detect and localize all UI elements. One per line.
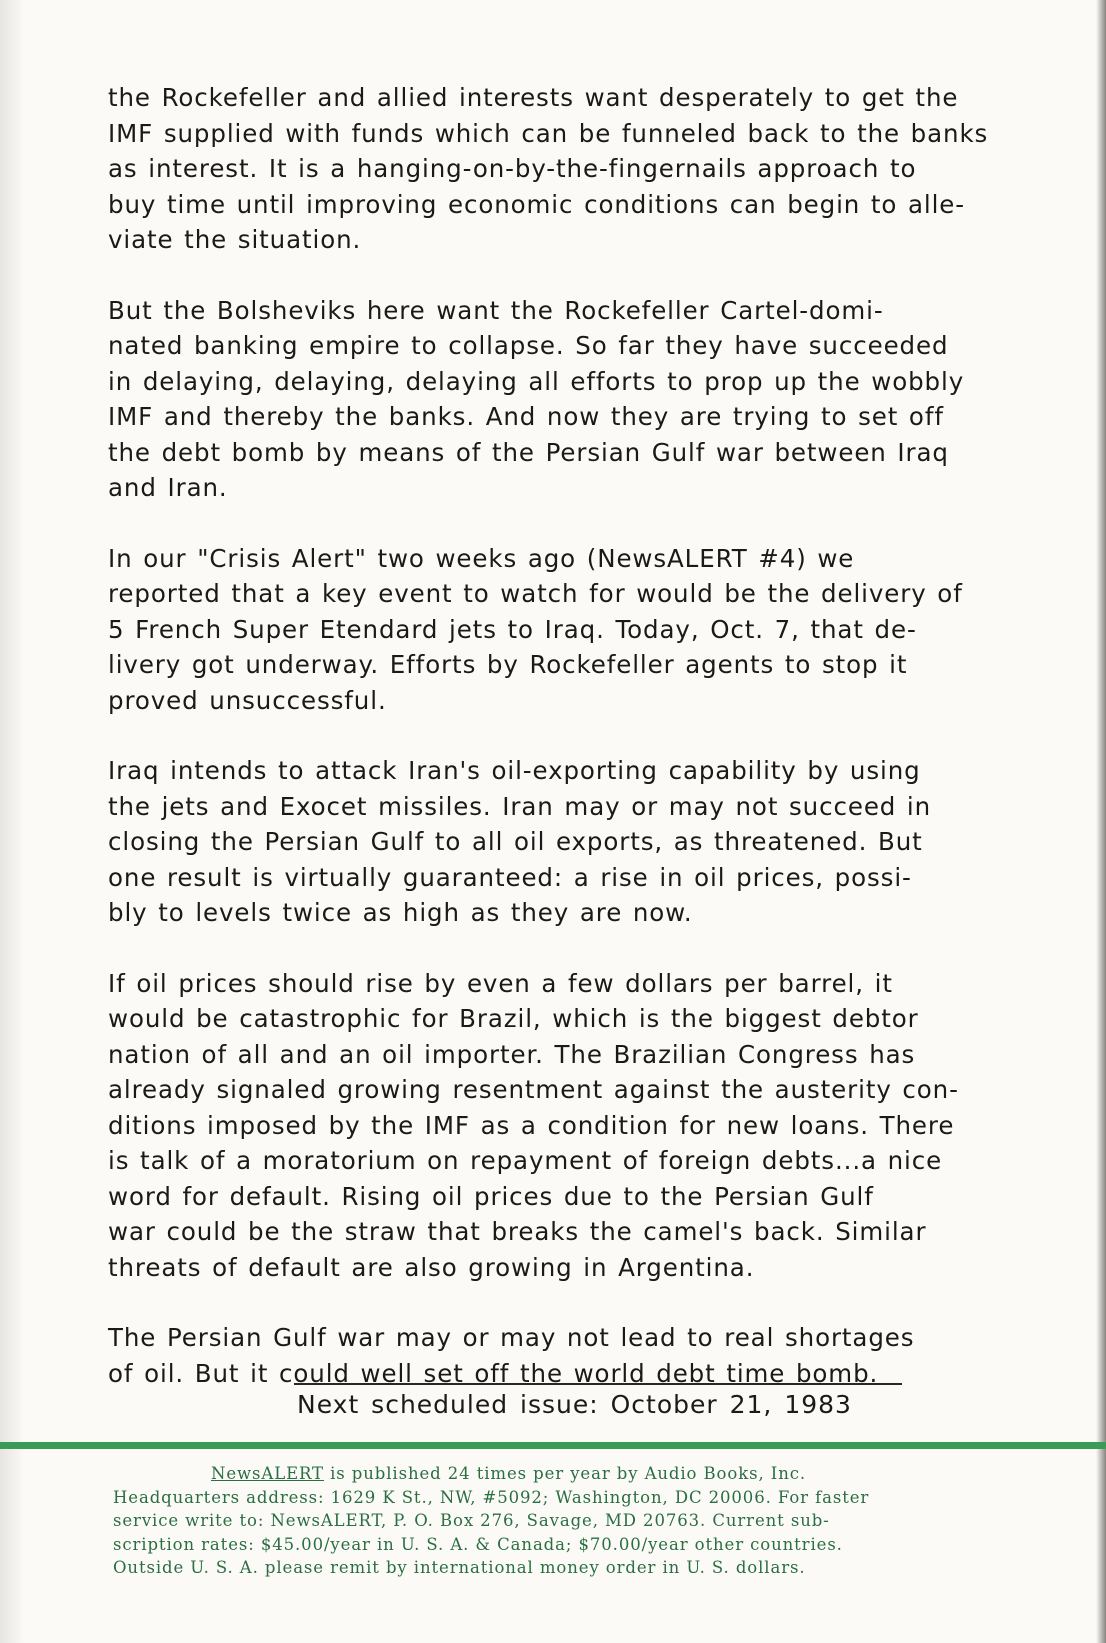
footer-line-1 — [113, 1462, 1073, 1486]
footer-line-5: Outside U. S. A. please remit by international money order in U. S. dollars. — [113, 1558, 806, 1577]
article-paragraph-2: But the Bolsheviks here want the Rockefeller Cartel-domi- nated banking empire to collapse. So far they have succeeded in delaying, delaying, delaying all efforts to prop up the wobbly IMF and thereby the banks. And now they are trying to set off the debt bomb by means of the Persian Gulf war between Iraq and Iran. — [108, 295, 965, 502]
next-issue-rule — [294, 1383, 902, 1385]
article-paragraph-6: The Persian Gulf war may or may not lead to real shortages of oil. But it could well set off the world debt time bomb. — [108, 1323, 915, 1388]
page-edge-left — [0, 0, 24, 1643]
article-body — [108, 80, 1068, 1426]
article-paragraph-4: Iraq intends to attack Iran's oil-exporting capability by using the jets and Exocet missiles. Iran may or may not succeed in closing the Persian Gulf to all oil exports, as threatened. But one result is virtually guaranteed: a rise in oil prices, possi- bly to levels twice as high as they are now. — [108, 756, 932, 927]
article-paragraph-5: If oil prices should rise by even a few dollars per barrel, it would be catastrophic for Brazil, which is the biggest debtor nation of all and an oil importer. The Brazilian Congress has already signaled growing resentment against the austerity con- ditions imposed by the IMF as a condition for new loans. There is talk of a moratorium on repayment of foreign debts...a nice word for default. Rising oil prices due to the Persian Gulf war could be the straw that breaks the camel's back. Similar threats of default are also growing in Argentina. — [108, 968, 959, 1282]
footer-line-4: scription rates: $45.00/year in U. S. A. & Canada; $70.00/year other countries. — [113, 1534, 843, 1554]
footer-line-2: Headquarters address: 1629 K St., NW, #5092; Washington, DC 20006. For faster — [113, 1487, 870, 1507]
publication-footer — [113, 1462, 1073, 1580]
next-issue-notice: Next scheduled issue: October 21, 1983 — [297, 1390, 852, 1419]
publication-name: NewsALERT — [211, 1464, 324, 1483]
article-paragraph-3: In our "Crisis Alert" two weeks ago (NewsALERT #4) we reported that a key event to watch for would be the delivery of 5 French Super Etendard jets to Iraq. Today, Oct. 7, that de- livery got underway. Efforts by Rockefeller agents to stop it proved unsuccessful. — [108, 543, 963, 715]
footer-line-1-text: is published 24 times per year by Audio Books, Inc. — [323, 1464, 807, 1483]
footer-line-3: service write to: NewsALERT, P. O. Box 276, Savage, MD 20763. Current sub- — [113, 1511, 830, 1530]
page-edge-right — [1096, 0, 1106, 1643]
article-paragraph-1: the Rockefeller and allied interests want desperately to get the IMF supplied with funds which can be funneled back to the banks as interest. It is a hanging-on-by-the-fingernails approach to buy time until improving economic conditions can begin to alle- viate the situation. — [108, 83, 989, 254]
footer-divider — [0, 1442, 1106, 1449]
